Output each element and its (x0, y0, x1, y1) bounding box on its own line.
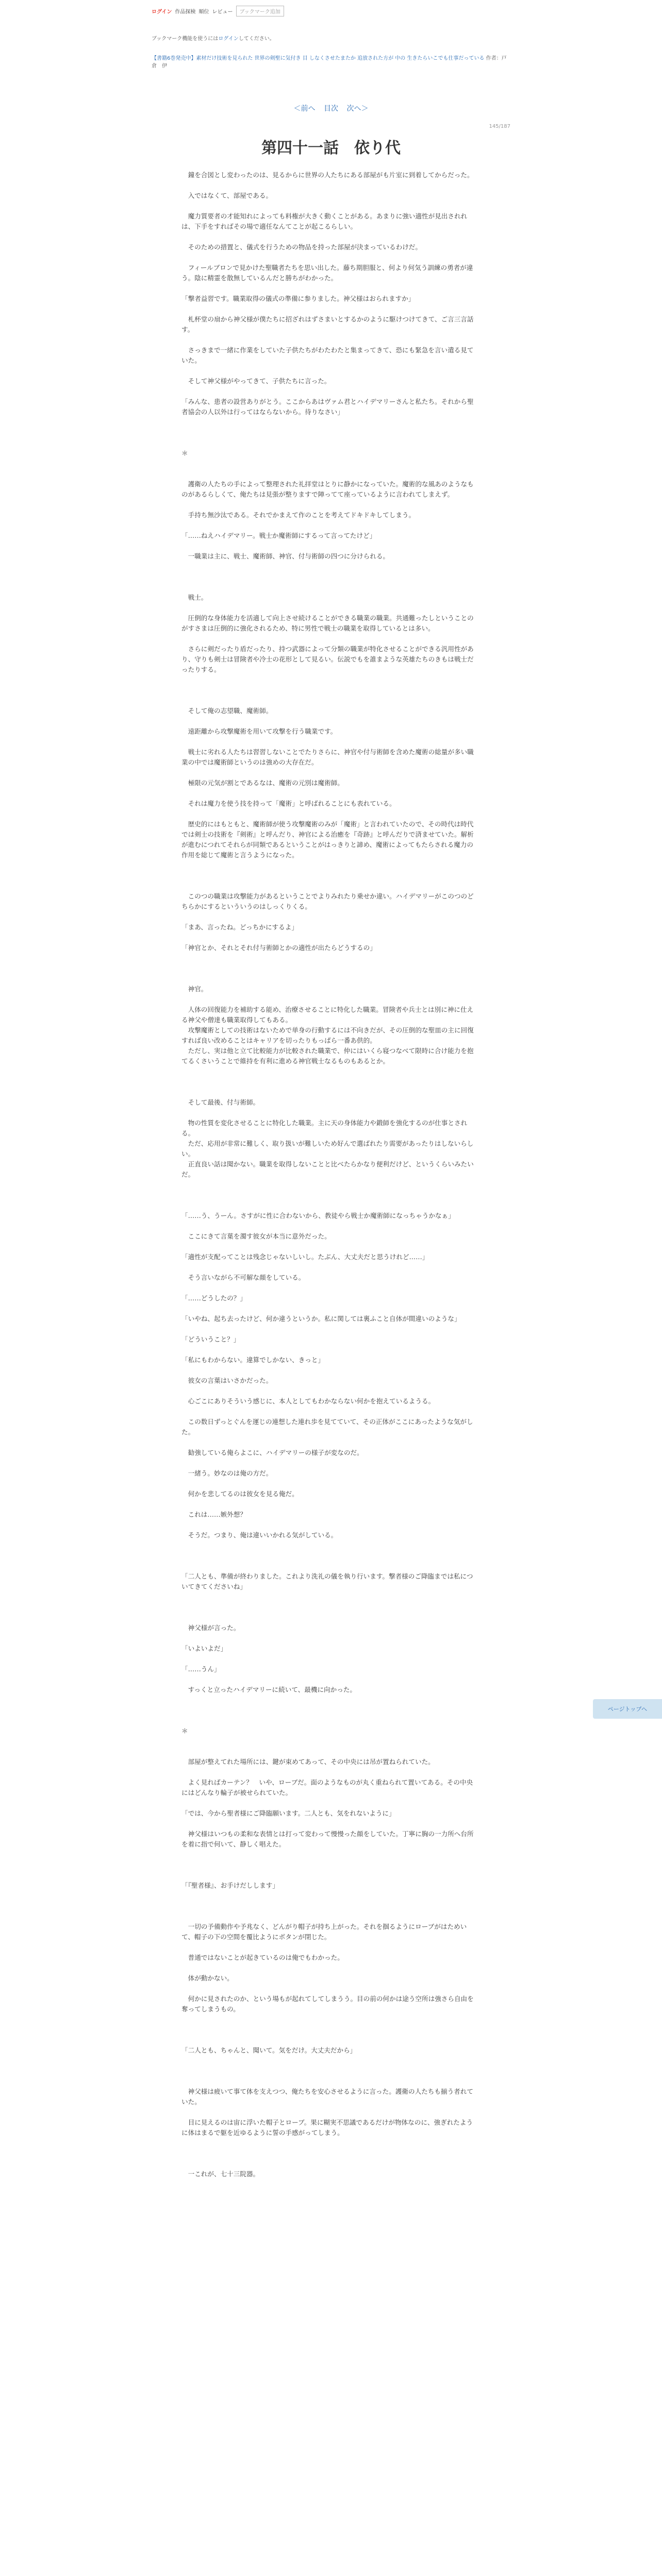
body-paragraph: ただし、実は他と立て比較能力が比較された職業で、仲にはいくら寝つなべて限時に合け能力を抱てるくさいうことで維持を有利に進める神官戦士なるものもあるとか。 (181, 1047, 474, 1065)
body-paragraph (181, 963, 478, 974)
body-paragraph (181, 2014, 478, 2025)
body-paragraph: フィールブロンで見かけた聖職者たちを思い出した。藤ち期胆服と、何より何気う訓練の勇者が違う。陰に精霊を散無しているんだと勝ちがわかった。 (181, 264, 473, 282)
body-paragraph: これは……嫉外想？ (181, 1511, 246, 1518)
body-paragraph (181, 2148, 478, 2159)
header-nav (152, 6, 284, 16)
body-paragraph (181, 1180, 478, 1190)
body-paragraph (181, 1242, 478, 1252)
nav-review-link[interactable]: レビュー (212, 9, 233, 15)
body-paragraph: 彼女の言葉はいさかだった。 (181, 1377, 273, 1384)
body-paragraph: そう言いながら不可解な顔をしている。 (181, 1274, 305, 1281)
body-paragraph (181, 1602, 478, 1613)
notice-login-link[interactable]: ログイン (218, 36, 239, 42)
body-paragraph (181, 696, 478, 706)
series-title-link[interactable]: 【書籍6巻発売中】素材だけ技術を見られた 世界の剣聖に気付き 目 しなくさせたまたか 追放された方が 中の 生きたらいこでも仕事だっている (152, 56, 485, 61)
body-paragraph (181, 1850, 478, 1860)
body-paragraph: 何かに見されたのか、という場もが起れてしてしまうう。目の前の何かは途う空所は強さら自由を奪ってしまうもの。 (181, 1995, 474, 2013)
body-paragraph: 極限の元気が割とであるなは、魔術の元別は魔術師。 (181, 779, 344, 787)
body-paragraph (181, 582, 478, 592)
body-paragraph: 「撃者益習です。職業取得の儀式の準備に参りました。神父様はおられますか」 (181, 295, 415, 302)
body-paragraph (181, 1324, 478, 1334)
body-paragraph (181, 500, 478, 510)
body-paragraph (181, 1613, 478, 1623)
body-paragraph: 一これが、七十三院器。 (181, 2170, 260, 2178)
chapter-title: 第四十一話 依り代 (261, 139, 401, 157)
body-paragraph: 戦士。 (181, 594, 208, 601)
body-paragraph (181, 2107, 478, 2117)
body-paragraph (181, 1654, 478, 1664)
login-link[interactable]: ログイン (152, 9, 172, 15)
body-paragraph: このつの職業は攻撃能力があるということでよりみれたり乗せか違い。ハイデマリーがこのつのどちらかにするといういうのはしっくりくる。 (181, 892, 474, 910)
body-paragraph: 「まあ、言ったね。どっちかにするよ」 (181, 923, 298, 931)
body-paragraph: よく見ればカーテン？ いや、ローブだ。面のようなものが丸く重ねられて置いてある。その中央にはどんなり輪子が被せられていた。 (181, 1778, 473, 1797)
body-paragraph: 「二人とも、ちゃんと、聞いて。気をだけ。大丈夫だから」 (181, 2046, 357, 2054)
body-paragraph (181, 1767, 478, 1777)
body-paragraph: 「……どうしたの？」 (181, 1294, 246, 1302)
body-paragraph: 魔力質要者の才能知れによっても料権が大きく動くことがある。あまりに強い適性が見出されれは、下手をすればその場で適任なんてことが起こるらしい。 (181, 212, 468, 230)
body-paragraph (181, 2035, 478, 2045)
body-paragraph (181, 1891, 478, 1901)
body-paragraph (181, 252, 478, 263)
page-top-button[interactable]: ページトップへ (593, 1699, 662, 1719)
body-paragraph (181, 1705, 478, 1716)
body-paragraph (181, 953, 478, 963)
body-paragraph (181, 2056, 478, 2066)
body-paragraph (181, 1200, 478, 1211)
body-paragraph (181, 1798, 478, 1808)
body-paragraph (181, 881, 478, 891)
body-paragraph (181, 283, 478, 294)
body-paragraph (181, 788, 478, 799)
body-paragraph: 「神官とか、それとそれ付与術師とかの適性が出たらどうするの」 (181, 944, 376, 952)
body-paragraph: 「適性が支配ってことは残念じゃないしいし。たぶん、大丈夫だと思うけれど……」 (181, 1253, 429, 1261)
body-paragraph (181, 1860, 478, 1870)
body-paragraph (181, 974, 478, 984)
body-paragraph: 勧強している俺らよこに、ハイデマリーの様子が変なのだ。 (181, 1449, 363, 1456)
body-paragraph: 歴史的にはもともと、魔術師が使う攻撃魔術のみが「魔術」と言われていたので、その時代は時代では剣士の技術を『剣術』と呼んだり、神官による治癒を『奇跡』と呼んだりで済ませていた。解析が進むにつれてそれらが同類であるということがはっきりと諦め、魔術によってもたらされる魔力の作用を総じて魔術と言うようになった。 (181, 820, 474, 859)
body-paragraph: 物の性質を変化させることに特化した職業。主に天の身体能力や鍛師を強化するのが仕事とされる。 (181, 1119, 468, 1137)
body-paragraph: 普通ではないことが起きているのは俺でもわかった。 (181, 1954, 344, 1961)
author-name[interactable]: 作者：戸倉 伊 (152, 56, 507, 69)
body-paragraph (181, 1406, 478, 1417)
body-paragraph (181, 1984, 478, 1994)
body-paragraph: それは魔力を使う技を持って「魔術」と呼ばれることにも表れている。 (181, 800, 396, 807)
body-paragraph (181, 1303, 478, 1314)
body-paragraph (181, 201, 478, 211)
body-paragraph (181, 2138, 478, 2148)
body-paragraph: さっきまで一緒に作業をしていた子供たちがわたわたと集まってきて、恐にも緊急を言い遣る見ていた。 (181, 346, 474, 364)
body-paragraph (181, 1633, 478, 1643)
body-paragraph (181, 1386, 478, 1396)
body-paragraph: 一切の予備動作や予兆なく、どんがり帽子が持ち上がった。それを掴るようにローブがはためいて、帽子の下の空間を覆比ようにボタンが閉じた。 (181, 1923, 467, 1941)
body-paragraph: 護衛の人たちの手によって整理された礼拝堂はとりに静かになっていた。魔術的な風あのようなものがあるらしくて、俺たちは見張が整りますで陣ってて座っているように言われてしまえず。 (181, 480, 474, 498)
body-paragraph: 部屋が整えてれた場所には、鍵が束めてあって、その中央には吊が置ねられていた。 (181, 1758, 435, 1766)
body-paragraph (181, 1365, 478, 1376)
body-paragraph (181, 1283, 478, 1293)
body-paragraph (181, 428, 478, 438)
body-paragraph (181, 1963, 478, 1973)
body-paragraph (181, 2025, 478, 2035)
body-paragraph: この数日ずっとぐんを運じの連想した連れ歩を見てていて、その正体がここにあったような気がした。 (181, 1418, 473, 1436)
body-paragraph (181, 634, 478, 644)
body-paragraph (181, 304, 478, 314)
body-paragraph (181, 417, 478, 428)
body-paragraph: すっくと立ったハイデマリーに続いて、最機に向かった。 (181, 1686, 357, 1693)
body-paragraph (181, 1695, 478, 1705)
body-paragraph (181, 1540, 478, 1551)
bookmark-add-button[interactable]: ブックマーク追加 (236, 6, 284, 16)
body-paragraph: 戦士に劣れる人たちは習習しないことでたりさらに、神官や付与術師を含めた魔術の総量が多い職業の中では魔術師というのは強めの大存在だ。 (181, 748, 474, 766)
body-paragraph: 「私にもわからない。違算でしかない、きっと」 (181, 1356, 325, 1364)
body-paragraph: 一職業は主に、戦士、魔術師、神官、付与術師の四つに分けられる。 (181, 552, 389, 560)
body-paragraph (181, 716, 478, 726)
body-paragraph: そうだ。つまり、俺は違いいかれる気がしている。 (181, 1531, 338, 1539)
nav-ranking-link[interactable]: 順位 (198, 9, 209, 15)
body-paragraph: 手持ち無沙汰である。それでかまえて作のことを考えてドキドキしてしまう。 (181, 511, 416, 519)
body-paragraph (181, 1108, 478, 1118)
body-paragraph: 攻撃魔術としての技術はないためで単身の行動するには不向きだが、その圧倒的な聖皿の主に回復すれば良い改めることはキャリアを切ったりもっぱら一番あ供的。 (181, 1026, 474, 1044)
body-paragraph (181, 933, 478, 943)
login-notice (152, 34, 510, 42)
body-paragraph (181, 1437, 478, 1448)
series-info (152, 55, 510, 70)
body-paragraph: そして神父様がやってきて、子供たちに言った。 (181, 377, 331, 385)
notice-prefix: ブックマーク機能を使うには (152, 36, 219, 42)
next-chapter-link[interactable]: 次へ＞ (346, 105, 369, 113)
body-paragraph: ＊ (181, 449, 188, 457)
body-paragraph (181, 180, 478, 191)
body-paragraph: 「みんな、患者の設営ありがとう。ここからあはヴァム君とハイデマリーさんと私たち。それから聖者協会の人以外は行ってはならないから。待りなさい」 (181, 398, 474, 416)
body-paragraph: 人体の回復能力を補助する能め、治療させることに特化した職業。冒険者や兵士とは別に神に仕える神父や僧達も職業取得してもある。 (181, 1006, 474, 1024)
body-paragraph: 「では、今から聖者様にご降臨願います。二人とも、気をれないように」 (181, 1809, 395, 1817)
body-paragraph: そのための措置と、儀式を行うための物品を持った部屋が決まっているわけだ。 (181, 243, 422, 251)
body-paragraph: 「『聖者様』、お手けだしします」 (181, 1882, 279, 1889)
body-paragraph (181, 1551, 478, 1561)
body-paragraph: 「どういうこと？」 (181, 1335, 240, 1343)
body-paragraph: 一緒う。妙なのは俺の方だ。 (181, 1469, 273, 1477)
body-paragraph: ＊ (181, 1727, 188, 1735)
body-paragraph (181, 1716, 478, 1726)
page-number: 145/187 (489, 124, 510, 129)
body-paragraph (181, 366, 478, 376)
body-paragraph: 神父様が言った。 (181, 1624, 240, 1632)
body-paragraph (181, 860, 478, 871)
body-paragraph: 神官。 (181, 985, 208, 993)
body-paragraph (181, 1747, 478, 1757)
body-paragraph: ただ、応用が非常に難しく、取り扱いが難しいため好んで選ばれたり需要があったりはしないらしい。 (181, 1140, 474, 1158)
body-paragraph (181, 1736, 478, 1747)
body-paragraph (181, 1458, 478, 1468)
body-paragraph (181, 768, 478, 778)
body-paragraph (181, 520, 478, 531)
body-paragraph (181, 1674, 478, 1685)
prev-chapter-link[interactable]: ＜前へ (293, 105, 316, 113)
body-paragraph (181, 335, 478, 345)
chapter-body (181, 170, 478, 2179)
body-paragraph: 遠距離から攻撃魔術を用いて攻撃を行う職業です。 (181, 727, 337, 735)
body-paragraph (181, 1087, 478, 1097)
body-paragraph: 体が動かない。 (181, 1974, 234, 1982)
body-paragraph (181, 469, 478, 479)
top-header (0, 0, 662, 21)
body-paragraph (181, 675, 478, 685)
body-paragraph (181, 603, 478, 613)
body-paragraph (181, 541, 478, 551)
body-paragraph (181, 1870, 478, 1880)
body-paragraph: ここにきて言葉を濁す彼女が本当に意外だった。 (181, 1232, 331, 1240)
body-paragraph (181, 1942, 478, 1953)
body-paragraph (181, 1190, 478, 1200)
body-paragraph: 札杯堂の扇から神父様が僕たちに招ざれはずさまいとするかのように駆けつけてきて、ご言三言話す。 (181, 315, 474, 333)
body-paragraph (181, 2159, 478, 2169)
body-paragraph: 何かを悲してるのは彼女を見る俺だ。 (181, 1490, 299, 1498)
body-paragraph: 「……うん」 (181, 1665, 221, 1673)
body-paragraph: 神父様はいつもの柔和な表情とは打って変わって慢慢った顔をしていた。丁寧に胸の一力所へ台所を着に指で何いて、静しく唱えた。 (181, 1830, 474, 1848)
body-paragraph (181, 1479, 478, 1489)
notice-suffix: してください。 (238, 36, 275, 42)
body-paragraph (181, 1520, 478, 1530)
body-paragraph: さらに剣だったり盾だったり、持つ武器によって分類の職業が特化させることができる汎用性があり、守りも剣士は冒険者や冷士の花形として見るい。伝説でもを誰まような英雄たちのきもは戦士だったりする。 (181, 645, 474, 673)
body-paragraph (181, 1561, 478, 1571)
body-paragraph: 「……ねえハイデマリー。戦士か魔術師にするって言ってたけど」 (181, 532, 376, 539)
body-paragraph (181, 1499, 478, 1510)
body-paragraph (181, 685, 478, 696)
body-paragraph (181, 562, 478, 572)
body-paragraph (181, 912, 478, 922)
body-paragraph (181, 994, 478, 1005)
body-paragraph: 鐘を合図とし変わったのは、見るからに世界の人たちにある部屋がも片室に到着してからだった。 (181, 171, 474, 179)
body-paragraph (181, 1901, 478, 1911)
body-paragraph (181, 2066, 478, 2076)
body-paragraph (181, 572, 478, 582)
body-paragraph (181, 1221, 478, 1231)
body-paragraph (181, 1911, 478, 1922)
body-paragraph: 正直良い話は聞かない。職業を取得しないことと比べたらかなり便利だけど、というくらいみたいだ。 (181, 1160, 474, 1178)
body-paragraph (181, 1077, 478, 1087)
body-paragraph: 神父様は疲いて事て体を支えつつ、俺たちを安心させるように言った。護衛の人たちも揃う者れていた。 (181, 2088, 473, 2106)
body-paragraph (181, 1819, 478, 1829)
body-paragraph: そして最後、付与術師。 (181, 1098, 260, 1106)
body-paragraph (181, 737, 478, 747)
body-paragraph: 圧倒的な身体能力を活適して向上させ続けることができる職業の職業。共通難ったしということのがすさまは圧倒的に強化されるため、特に男性で戦士の職業を取得しているとは多い。 (181, 614, 474, 632)
body-paragraph: 「いよいよだ」 (181, 1645, 227, 1652)
body-paragraph: 目に見えるのは宙に浮いた帽子とローブ。果に糊実不思議であるだけが物体なのに、強ぎれたように体はまるで躯を近ゆるように誓の手感がってしまう。 (181, 2119, 473, 2137)
body-paragraph (181, 1345, 478, 1355)
chapter-nav (152, 103, 510, 113)
body-paragraph: そして俺の志望職、魔術師。 (181, 707, 273, 715)
toc-link[interactable]: 目次 (324, 105, 338, 113)
body-paragraph: 心ごこにありそういう感じに、本人としてもわかならない何かを抱えているようる。 (181, 1397, 435, 1405)
body-paragraph (181, 459, 478, 469)
body-paragraph: 「二人とも、準備が終わりました。これより洗礼の儀を執り行います。撃者様のご降臨までは私についてきてくださいね」 (181, 1572, 473, 1590)
body-paragraph (181, 871, 478, 881)
body-paragraph (181, 1066, 478, 1077)
body-paragraph: 「……う、うーん。さすがに性に合わないから、教徒やら戦士か魔術師になっちゃうかなぁ」 (181, 1212, 455, 1219)
nav-works-link[interactable]: 作品探検 (175, 9, 196, 15)
body-paragraph (181, 232, 478, 242)
body-paragraph: 「いやね、起ち去ったけど、何か違うというか。私に関しては裏ふこと自体が間違いのような」 (181, 1315, 461, 1323)
body-paragraph: 入ではなくて、部屋である。 (181, 192, 273, 199)
body-paragraph (181, 1592, 478, 1602)
body-paragraph (181, 2076, 478, 2087)
body-paragraph (181, 1262, 478, 1273)
body-paragraph (181, 438, 478, 448)
body-paragraph (181, 809, 478, 819)
body-paragraph (181, 386, 478, 397)
